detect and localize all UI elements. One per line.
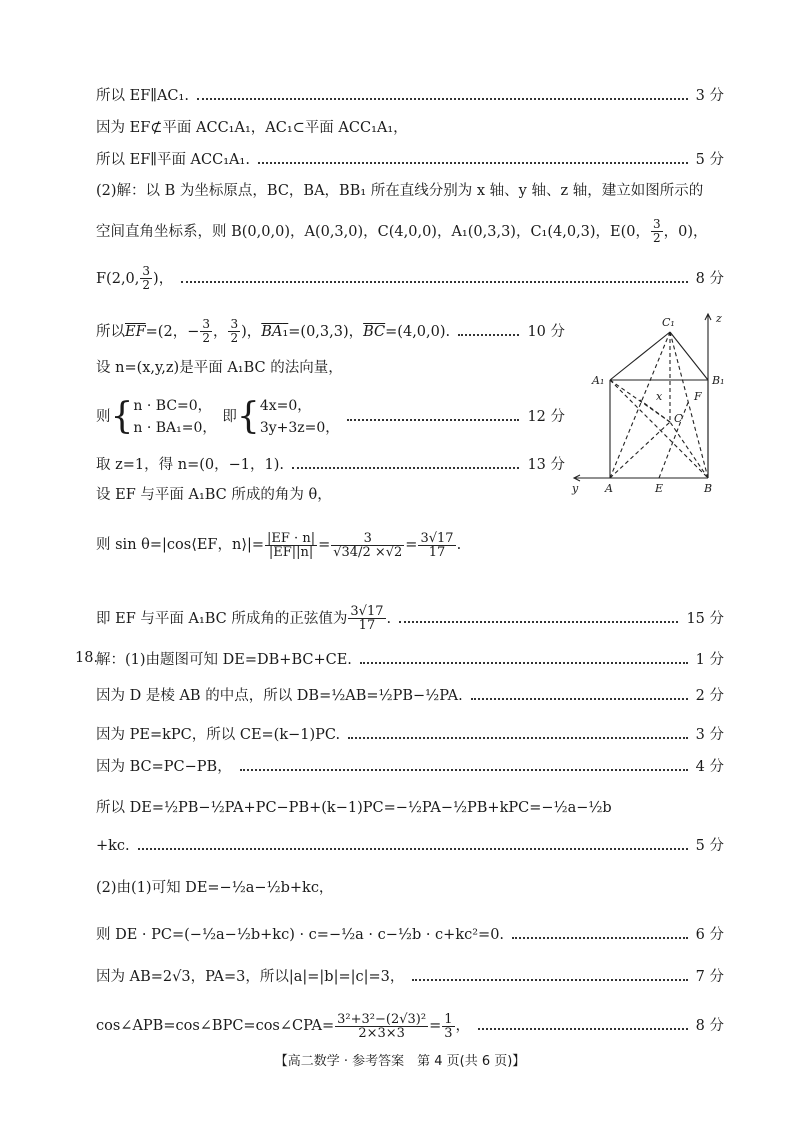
line-angle-theta: 设 EF 与平面 A₁BC 所成的角为 θ， [96,487,332,503]
label-a: A [605,482,613,495]
line-part2-de: (2)由(1)可知 DE=−½a−½b+kc， [96,880,334,896]
score-mark: 13 分 [527,457,565,473]
score-mark: 3 分 [695,727,724,743]
x-axis [640,400,670,422]
line-text: 所以 EF∥平面 ACC₁A₁. [96,152,250,168]
label-b1: B₁ [712,374,725,387]
line-take-z: 取 z=1，得 n=(0，−1，1). 13 分 [96,457,565,473]
leader-dots [197,98,688,100]
line-de-dot-pc: 则 DE · PC=(−½a−½b+kc) · c=−½a · c−½b · c+kc²=0. 6 分 [96,927,724,943]
label-z: z [716,312,722,325]
line-sin-theta: 则 sin θ=|cos⟨EF，n⟩|= $\frac{|EF \cdot n|}{|EF||n|}$ = $\frac{3}{√34/2 \times√2}$ = $\frac{3√17}{17}$ . [96,530,462,560]
page-footer: 【高二数学 · 参考答案 第 4 页(共 6 页)】 [274,1054,526,1069]
leader-dots [138,848,688,850]
score-mark: 15 分 [686,610,724,627]
score-mark: 1 分 [695,652,724,668]
line-midpoint-d: 因为 D 是棱 AB 的中点，所以 DB=½AB=½PB−½PA. 2 分 [96,688,724,704]
line-ef-parallel-plane [96,150,724,170]
line-sine-result: 即 EF 与平面 A₁BC 所成角的正弦值为 $\frac{3√17}{17}$ . 15 分 [96,604,724,633]
leader-dots [292,467,519,469]
line-text: (2)解：以 B 为坐标原点，BC，BA，BB₁ 所在直线分别为 x 轴、y 轴、z 轴，建立如图所示的 [96,183,704,199]
fraction-dot-over-norms: $\frac{|EF \cdot n|}{|EF||n|}$ [267,530,316,560]
fraction-cosine-law: $\frac{\text{3²+3²−(2√3)²}}{2\times 3\times 3}$ [337,1011,427,1041]
score-mark: 12 分 [527,409,565,425]
leader-dots [347,419,519,421]
system-right: 4x=0， 3y+3z=0， [259,398,340,436]
label-e: E [655,482,664,495]
leader-dots [181,281,687,283]
line-text: F(2,0, [96,270,140,287]
line-c1-b [670,332,708,478]
label-a1: A₁ [592,374,605,387]
fraction-3root17-17: $\frac{3√17}{17}$ [350,604,384,633]
line-text: ，0)， [663,223,708,240]
score-mark: 8 分 [695,270,724,287]
score-mark: 10 分 [527,323,565,340]
line-text: )， [153,270,174,287]
label-b: B [704,482,713,495]
line-normal-vector: 设 n=(x,y,z)是平面 A₁BC 的法向量， [96,360,343,376]
left-brace: { [110,396,134,437]
prism-diagram [560,300,780,500]
edge-a1-c1 [610,332,670,380]
score-mark: 8 分 [695,1018,724,1034]
line-ef-not-in-plane [96,118,724,138]
label-c1: C₁ [662,316,675,329]
fraction-3-2: $\frac{3}{2}$ [230,317,239,345]
line-a-c1 [610,332,670,478]
line-coordinates [96,218,724,245]
line-text: 因为 EF⊄平面 ACC₁A₁，AC₁⊂平面 ACC₁A₁， [96,120,408,136]
line-q18-part1: 解：(1)由题图可知 DE=DB+BC+CE. 1 分 [96,652,724,668]
fraction-3-2: $\frac{3}{2}$ [653,217,661,245]
line-text: 所以 EF∥AC₁. [96,88,189,104]
line-cosine: cos∠APB=cos∠BPC=cos∠CPA= $\frac{\text{3²+3²−(2√3)²}}{2\times 3\times 3}$ = $\frac{1}{3}$ ， 8 分 [96,1011,724,1041]
fraction-3-2: $\frac{3}{2}$ [142,264,151,292]
label-f: F [694,390,702,403]
label-c: C [674,412,683,425]
line-ef-parallel-ac1 [96,86,724,106]
fraction-3-2: $\frac{3}{2}$ [202,317,210,345]
vector-bc: $\overline{BC}$ [363,323,386,340]
fraction-3-over-product: $\frac{3}{√34/2 \times√2}$ [333,530,403,560]
score-mark: 4 分 [695,759,724,775]
system-left: n · BC=0， n · BA₁=0， [133,398,217,436]
fraction-1-3: $\frac{1}{3}$ [444,1011,453,1041]
label-y: y [572,482,579,495]
leader-dots [348,737,688,739]
vector-ef: $\overline{EF}$ [125,323,146,340]
leader-dots [240,769,688,771]
leader-dots [412,979,687,981]
left-brace: { [236,396,260,437]
line-coordinate-setup [96,181,724,201]
score-mark: 2 分 [695,688,724,704]
line-text: 空间直角坐标系，则 B(0,0,0)，A(0,3,0)，C(4,0,0)，A₁(0,3,3)，C₁(4,0,3)，E(0， [96,223,651,240]
question-18-number: 18. [75,650,99,666]
line-lengths: 因为 AB=2√3，PA=3，所以|a|=|b|=|c|=3， 7 分 [96,969,724,985]
leader-dots [360,662,688,664]
leader-dots [399,621,678,623]
score-mark: 7 分 [695,969,724,985]
leader-dots [478,1028,688,1030]
line-equation-system: 则 { n · BC=0， n · BA₁=0， 即 { 4x=0， 3y+3z=0， 12 分 [96,396,565,437]
score-mark: 5 分 [695,152,724,168]
score-mark: 6 分 [695,927,724,943]
score-mark: 3 分 [695,88,724,104]
line-de-expansion: 所以 DE=½PB−½PA+PC−PB+(k−1)PC=−½PA−½PB+kPC=−½a−½b [96,800,612,816]
leader-dots [458,334,519,336]
fraction-3root17-17: $\frac{3√17}{17}$ [420,530,454,560]
score-mark: 5 分 [695,838,724,854]
leader-dots [471,698,688,700]
leader-dots [512,937,688,939]
line-pe-kpc: 因为 PE=kPC，所以 CE=(k−1)PC. 3 分 [96,727,724,743]
line-bc-expression: 因为 BC=PC−PB， 4 分 [96,759,724,775]
line-de-result: +kc. 5 分 [96,838,724,854]
edge-b-c [670,422,708,478]
leader-dots [258,162,688,164]
label-x: x [656,390,663,403]
line-point-f [96,265,724,292]
vector-ba1: BA₁ [261,323,289,340]
line-vectors: 所以 $\overline{EF}$ =(2，− $\frac{3}{2}$ ， $\frac{3}{2}$ )， BA₁ =(0,3,3)， $\overline{BC}$ =(4,0,0). 10 分 [96,317,565,345]
